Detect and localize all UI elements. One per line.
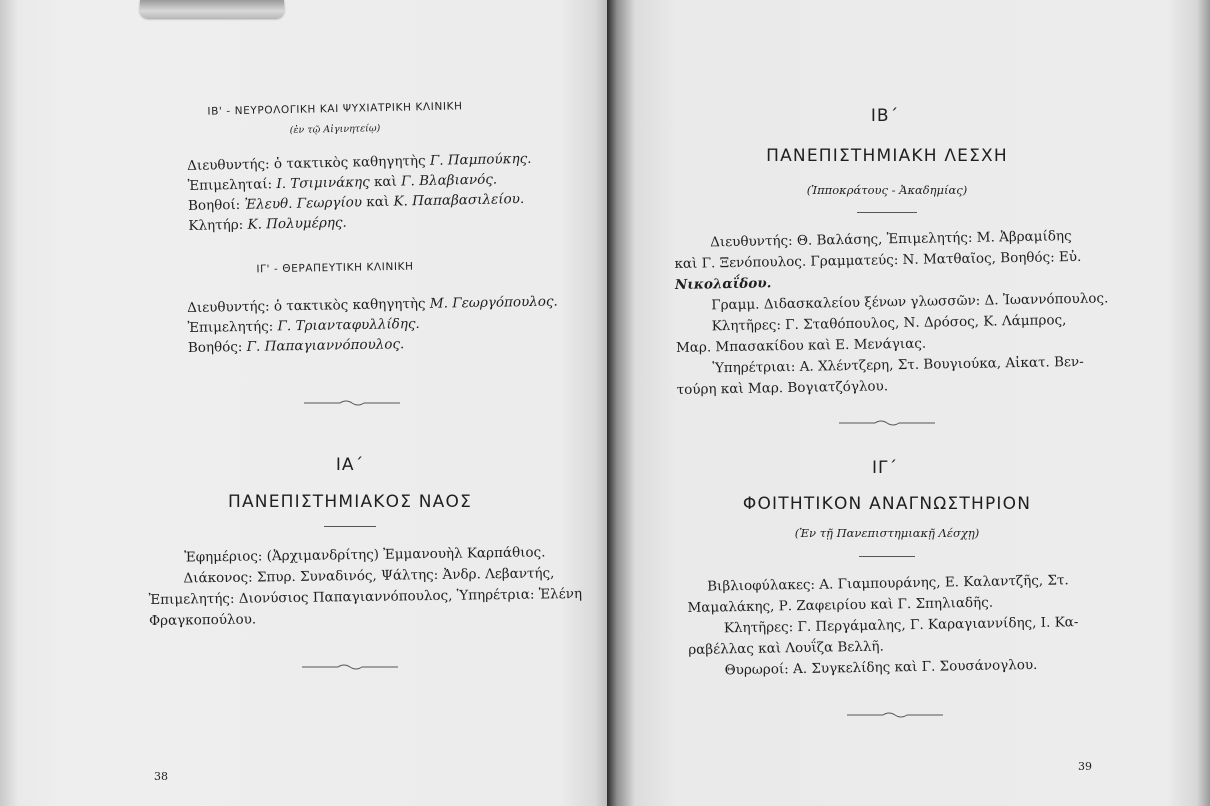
- reading-room-staff-paragraph: [687, 570, 1089, 682]
- staff-line: Ἐπιμεληταί: Ι. Τσιμινάκης καὶ Γ. Βλαβιανός.: [187, 171, 498, 194]
- club-line: Διευθυντής: Θ. Βαλάσης, Ἐπιμελητής: Μ. Ἀβραμίδης: [710, 228, 1072, 251]
- right-page: [607, 0, 1210, 806]
- staff-line: Διευθυντής: ὁ τακτικὸς καθηγητὴς Μ. Γεωργόπουλος.: [187, 293, 558, 316]
- staff-line: Βοηθός: Γ. Παπαγιαννόπουλος.: [187, 336, 405, 356]
- section-numeral-ig: ΙΓ΄: [872, 458, 898, 478]
- church-line: Φραγκοπούλου.: [148, 611, 257, 629]
- church-staff-paragraph: [148, 542, 583, 632]
- reading-room-line: Κλητῆρες: Γ. Περγάμαλης, Γ. Καραγιαννίδης, Ι. Κα-: [723, 614, 1079, 637]
- staff-line: Βοηθοί: Ἐλευθ. Γεωργίου καὶ Κ. Παπαβασιλείου.: [187, 190, 525, 214]
- club-line: τούρη καὶ Μαρ. Βογιατζόγλου.: [676, 378, 889, 398]
- section-title-reading-room: ΦΟΙΤΗΤΙΚΟΝ ΑΝΑΓΝΩΣΤΗΡΙΟΝ: [742, 494, 1032, 514]
- club-line: Μαρ. Μπασακίδου καὶ Ε. Μενάγιας.: [675, 335, 927, 356]
- section-subheading-reading-room: (Ἐν τῇ Πανεπιστημιακῇ Λέσχῃ): [794, 526, 980, 540]
- section-title-club: ΠΑΝΕΠΙΣΤΗΜΙΑΚΗ ΛΕΣΧΗ: [766, 146, 1008, 166]
- short-rule: [324, 526, 376, 527]
- church-line: Ἐφημέριος: (Ἀρχιμανδρίτης) Ἐμμανουὴλ Καρπάθιος.: [184, 544, 546, 566]
- staff-line: Κλητήρ: Κ. Πολυμέρης.: [188, 214, 347, 234]
- reading-room-line: Μαμαλάκης, Ρ. Ζαφειρίου καὶ Γ. Σπηλιαδῆς.: [687, 594, 994, 616]
- ornament-divider: [300, 662, 400, 672]
- neurology-staff-list: [187, 149, 532, 236]
- section-title-church: ΠΑΝΕΠΙΣΤΗΜΙΑΚΟΣ ΝΑΟΣ: [227, 492, 473, 512]
- staff-line: Διευθυντής: ὁ τακτικὸς καθηγητὴς Γ. Παμπούκης.: [187, 150, 532, 174]
- club-line: Γραμμ. Διδασκαλείου ξένων γλωσσῶν: Δ. Ἰωαννόπουλος.: [711, 290, 1109, 314]
- page-number-right: 39: [1078, 760, 1092, 773]
- section-subheading-club: (Ἱπποκράτους - Ἀκαδημίας): [806, 183, 968, 197]
- club-line: καὶ Γ. Ξενόπουλος. Γραμματεύς: Ν. Ματθαῖος, Βοηθός: Εὐ.: [674, 248, 1082, 272]
- reading-room-line: Θυρωροί: Α. Συγκελίδης καὶ Γ. Σουσάνογλου.: [724, 656, 1038, 679]
- club-line: Κλητῆρες: Γ. Σταθόπουλος, Ν. Δρόσος, Κ. Λάμπρος,: [711, 312, 1067, 335]
- staff-line: Ἐπιμελητής: Γ. Τριανταφυλλίδης.: [187, 315, 420, 336]
- reading-room-line: ραβέλλας καὶ Λουΐζα Βελλῆ.: [688, 638, 884, 658]
- ornament-divider: [302, 398, 402, 408]
- section-numeral-ib: ΙΒ΄: [870, 106, 900, 126]
- page-number-left: 38: [154, 770, 168, 783]
- club-line: Ὑπηρέτριαι: Α. Χλέντζερη, Στ. Βουγιούκα, Αἰκατ. Βεν-: [712, 353, 1084, 377]
- church-line: Διάκονος: Σπυρ. Συναδινός, Ψάλτης: Ἀνδρ. Λεβαντής,: [183, 565, 555, 587]
- ornament-divider: [837, 418, 937, 428]
- section-heading-neurology: ΙΒ' - ΝΕΥΡΟΛΟΓΙΚΗ ΚΑΙ ΨΥΧΙΑΤΡΙΚΗ ΚΛΙΝΙΚΗ: [207, 100, 463, 118]
- short-rule: [857, 212, 917, 213]
- therapeutic-staff-list: [187, 292, 558, 358]
- club-line: Νικολαΐδου.: [674, 275, 772, 293]
- short-rule: [859, 556, 915, 557]
- section-subheading-neurology: (ἐν τῷ Αἰγινητείῳ): [289, 123, 381, 136]
- church-line: Ἐπιμελητής: Διονύσιος Παπαγιαννόπουλος, Ὑπηρέτρια: Ἑλένη: [148, 585, 583, 608]
- reading-room-line: Βιβλιοφύλακες: Α. Γιαμπουράνης, Ε. Καλαντζῆς, Στ.: [707, 572, 1069, 595]
- section-heading-therapeutic: ΙΓ' - ΘΕΡΑΠΕΥΤΙΚΗ ΚΛΙΝΙΚΗ: [256, 260, 414, 276]
- club-staff-paragraph: [674, 226, 1109, 401]
- section-numeral-ia: ΙΑ΄: [335, 455, 365, 475]
- binder-clip: [140, 0, 284, 18]
- ornament-divider: [845, 710, 945, 720]
